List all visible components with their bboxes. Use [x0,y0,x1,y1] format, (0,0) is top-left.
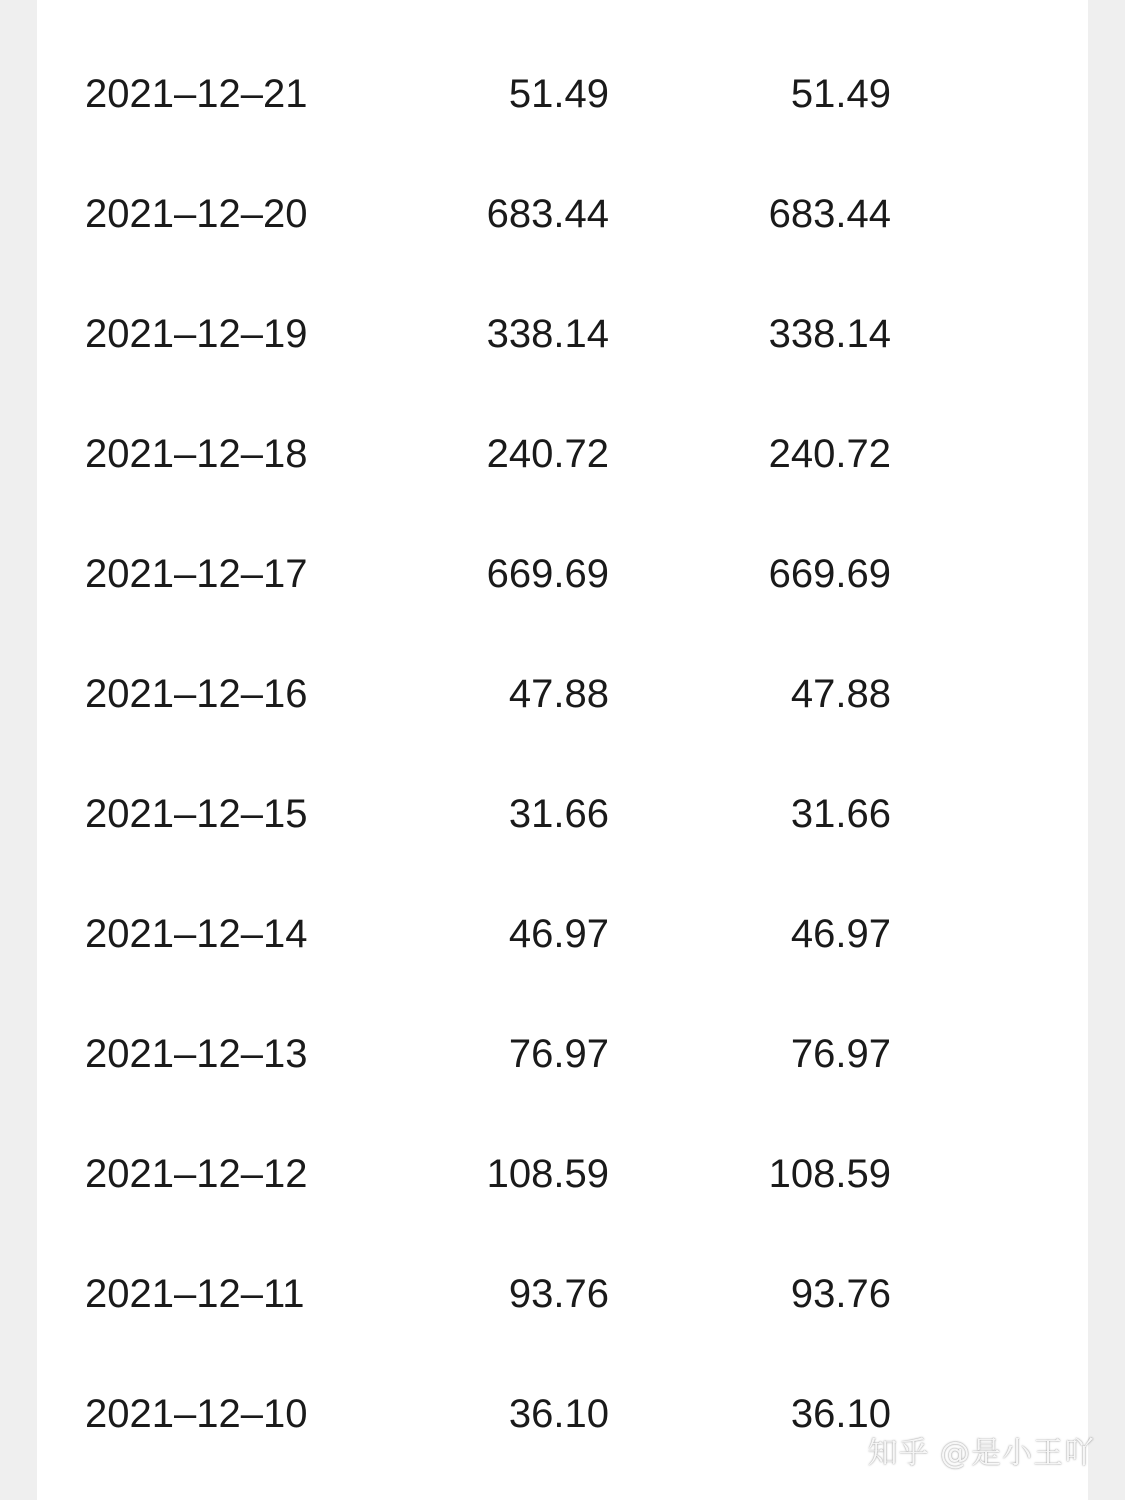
statement-sheet [37,0,1088,1500]
amount-cell: 36.10 [508,1392,609,1436]
table-row [37,394,1088,514]
date-cell: 2021–12–13 [85,1032,308,1076]
amount-cell: 31.66 [508,792,609,836]
table-row [37,154,1088,274]
amount-cell: 108.59 [768,1152,891,1196]
table-row [37,994,1088,1114]
date-cell: 2021–12–10 [85,1392,308,1436]
date-cell: 2021–12–18 [85,432,308,476]
date-cell: 2021–12–12 [85,1152,308,1196]
date-cell: 2021–12–16 [85,672,308,716]
amount-cell: 46.97 [790,912,891,956]
amount-cell: 669.69 [768,552,891,596]
amount-cell: 46.97 [508,912,609,956]
table-row [37,1234,1088,1354]
amount-cell: 76.97 [508,1032,609,1076]
table-row [37,274,1088,394]
amount-cell: 76.97 [790,1032,891,1076]
date-cell: 2021–12–11 [85,1272,305,1316]
date-cell: 2021–12–17 [85,552,308,596]
amount-cell: 683.44 [768,192,891,236]
amount-cell: 51.49 [508,72,609,116]
date-cell: 2021–12–21 [85,72,308,116]
date-cell: 2021–12–15 [85,792,308,836]
date-cell: 2021–12–19 [85,312,308,356]
amount-cell: 47.88 [508,672,609,716]
table-row [37,34,1088,154]
amount-cell: 47.88 [790,672,891,716]
amount-cell: 31.66 [790,792,891,836]
table-row [37,874,1088,994]
amount-cell: 240.72 [486,432,609,476]
date-cell: 2021–12–20 [85,192,308,236]
amount-cell: 93.76 [508,1272,609,1316]
table-row [37,1114,1088,1234]
table-row [37,754,1088,874]
amount-cell: 93.76 [790,1272,891,1316]
amount-cell: 240.72 [768,432,891,476]
amount-cell: 36.10 [790,1392,891,1436]
watermark-text: 知乎 @是小王吖 [867,1436,1095,1471]
amount-cell: 683.44 [486,192,609,236]
date-cell: 2021–12–14 [85,912,308,956]
table-row [37,514,1088,634]
table-body [37,34,1088,1474]
amount-cell: 338.14 [768,312,891,356]
amount-cell: 669.69 [486,552,609,596]
amount-cell: 108.59 [486,1152,609,1196]
amount-cell: 338.14 [486,312,609,356]
amount-cell: 51.49 [790,72,891,116]
table-row [37,634,1088,754]
